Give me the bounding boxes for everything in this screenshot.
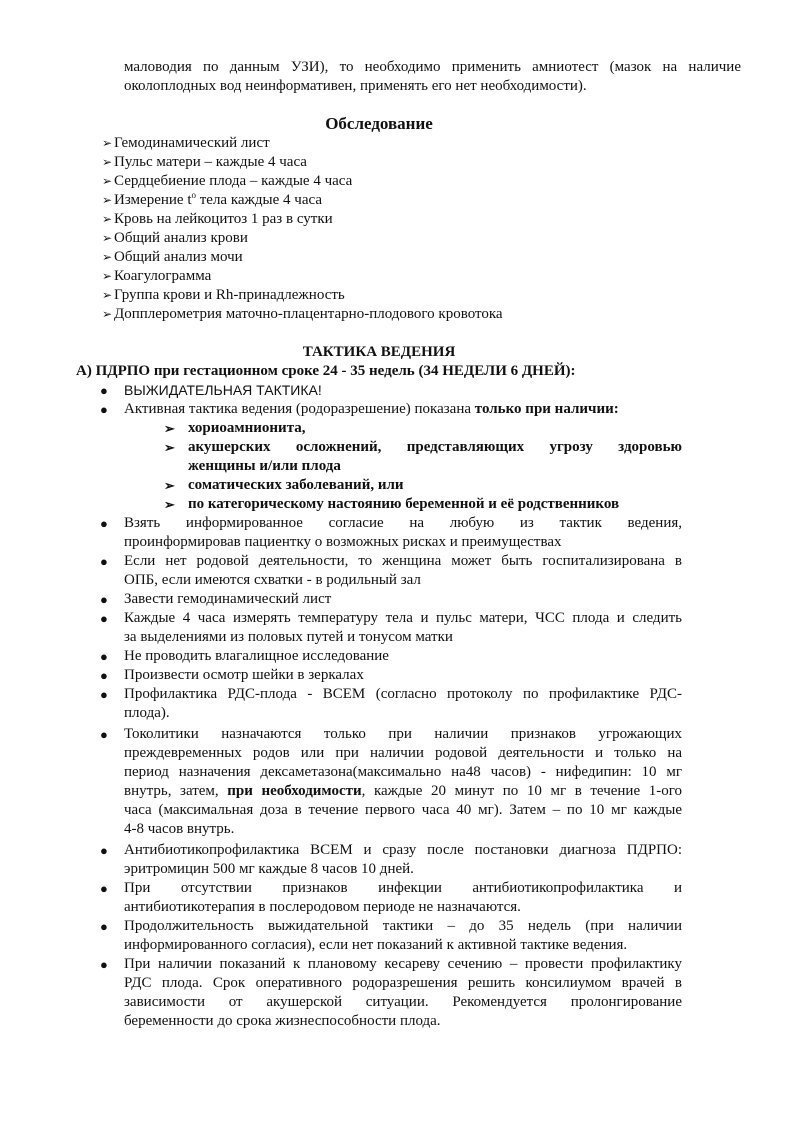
exam-heading: Обследование — [325, 114, 433, 133]
bullet-icon: ● — [100, 843, 108, 858]
list-item-text: соматических заболеваний, или — [188, 477, 404, 493]
bullet-icon: ● — [100, 687, 108, 702]
bullet-icon: ● — [100, 592, 108, 607]
list-item — [102, 305, 503, 324]
list-item — [100, 666, 682, 685]
arrow-icon: ➢ — [164, 478, 175, 493]
list-item-text: Токолитики назначаются только при наличии признаков угрожающих — [124, 726, 682, 742]
list-item-text: зависимости от акушерской ситуации. Рекомендуется пролонгирование — [124, 994, 682, 1010]
list-item — [100, 647, 682, 666]
list-item — [102, 134, 503, 153]
bullet-icon: ● — [100, 649, 108, 664]
list-item-text: Завести гемодинамический лист — [124, 591, 332, 607]
list-item-text: РДС плода. Срок оперативного родоразрешения решить консилиумом врачей в — [124, 975, 682, 991]
arrow-icon: ➢ — [164, 440, 175, 455]
bullet-icon: ● — [100, 957, 108, 972]
list-item-text: Кровь на лейкоцитоз 1 раз в сутки — [114, 211, 333, 227]
list-item — [100, 725, 682, 839]
list-item — [100, 400, 682, 419]
list-item-text: Допплерометрия маточно-плацентарно-плодового кровотока — [114, 306, 503, 322]
list-item-text: акушерских осложнений, представляющих угрозу здоровью — [188, 439, 682, 455]
list-item-text: информированного согласия), если нет показаний к активной тактике ведения. — [124, 937, 628, 953]
list-item-text: беременности до срока жизнеспособности плода. — [124, 1013, 441, 1029]
list-item-text: хориоамнионита, — [188, 420, 306, 436]
list-item — [100, 609, 682, 647]
list-item-text: эритромицин 500 мг каждые 8 часов 10 дней. — [124, 861, 414, 877]
list-item-text: Каждые 4 часа измерять температуру тела и пульс матери, ЧСС плода и следить — [124, 610, 682, 626]
list-item-text: Антибиотикопрофилактика ВСЕМ и сразу после постановки диагноза ПДРПО: — [124, 842, 682, 858]
list-item — [164, 419, 682, 438]
list-item-text: При отсутствии признаков инфекции антибиотикопрофилактика и — [124, 880, 682, 896]
arrow-icon: ➢ — [102, 193, 113, 207]
text-part: внутрь, затем, — [124, 783, 228, 799]
list-item — [100, 514, 682, 552]
list-item — [100, 552, 682, 590]
list-item-text: Профилактика РДС-плода - ВСЕМ (согласно протоколу по профилактике РДС- — [124, 686, 682, 702]
list-item — [100, 841, 682, 879]
bullet-icon: ● — [100, 383, 108, 398]
list-item-text: Гемодинамический лист — [114, 135, 270, 151]
list-item — [102, 267, 503, 286]
list-item-text: ОПБ, если имеются схватки - в родильный зал — [124, 572, 421, 588]
list-item-text: Взять информированное согласие на любую из тактик ведения, — [124, 515, 682, 531]
list-item — [100, 955, 682, 1031]
arrow-icon: ➢ — [102, 155, 113, 169]
list-item-text: Продолжительность выжидательной тактики – до 35 недель (при наличии — [124, 918, 682, 934]
emphasis-text: при необходимости — [227, 783, 362, 799]
list-item — [102, 286, 503, 305]
arrow-icon: ➢ — [164, 421, 175, 436]
list-item-text: плода). — [124, 705, 170, 721]
arrow-icon: ➢ — [102, 136, 113, 150]
list-item-text: 4-8 часов внутрь. — [124, 821, 235, 837]
list-item-text: Активная тактика ведения (родоразрешение) показана — [124, 401, 475, 417]
temp-text: тела каждые 4 часа — [195, 192, 322, 208]
list-item — [164, 438, 682, 476]
list-item-text: часа (максимальная доза в течение первого часа 40 мг). Затем – по 10 мг каждые — [124, 802, 682, 818]
list-item-text: При наличии показаний к плановому кесареву сечению – провести профилактику — [124, 956, 682, 972]
list-item — [100, 879, 682, 917]
arrow-icon: ➢ — [164, 497, 175, 512]
arrow-icon: ➢ — [102, 212, 113, 226]
list-item — [100, 917, 682, 955]
list-item-text: Произвести осмотр шейки в зеркалах — [124, 667, 364, 683]
list-item — [102, 248, 503, 267]
list-item-text: женщины и/или плода — [188, 458, 341, 474]
list-item-text: преждевременных родов или при наличии родовой деятельности и только на — [124, 745, 682, 761]
list-item-text: по категорическому настоянию беременной и её родственников — [188, 496, 620, 512]
list-item — [100, 685, 682, 723]
exam-list — [102, 134, 503, 324]
list-item-text: антибиотикотерапия в послеродовом периоде не назначаются. — [124, 899, 521, 915]
list-item-text: Сердцебиение плода – каждые 4 часа — [114, 173, 353, 189]
bullet-icon: ● — [100, 402, 108, 417]
arrow-icon: ➢ — [102, 288, 113, 302]
list-item-text — [124, 782, 682, 801]
list-item — [100, 590, 682, 609]
list-item-text: проинформировав пациентку о возможных рисках и преимуществах — [124, 534, 562, 550]
bullet-icon: ● — [100, 727, 108, 742]
list-item — [102, 210, 503, 229]
list-item — [100, 381, 682, 400]
section-heading: А) ПДРПО при гестационном сроке 24 - 35 недель (34 НЕДЕЛИ 6 ДНЕЙ): — [76, 363, 576, 379]
list-item-text: за выделениями из половых путей и тонусом матки — [124, 629, 453, 645]
bullet-icon: ● — [100, 611, 108, 626]
emphasis-text: только при наличии: — [474, 401, 619, 417]
degree-sup: o — [191, 190, 196, 200]
bullet-icon: ● — [100, 919, 108, 934]
list-item-text: Коагулограмма — [114, 268, 212, 284]
list-item — [164, 476, 682, 495]
text-part: , каждые 20 минут по 10 мг в течение 1-ого — [361, 783, 682, 799]
list-item — [102, 229, 503, 248]
list-item-text: Пульс матери – каждые 4 часа — [114, 154, 307, 170]
list-item — [102, 172, 503, 191]
intro-line: околоплодных вод неинформативен, применять его нет необходимости). — [124, 78, 587, 94]
tactics-heading: ТАКТИКА ВЕДЕНИЯ — [302, 344, 456, 360]
list-item-text — [114, 191, 322, 210]
bullet-icon: ● — [100, 516, 108, 531]
bullet-icon: ● — [100, 881, 108, 896]
arrow-icon: ➢ — [102, 174, 113, 188]
arrow-icon: ➢ — [102, 250, 113, 264]
bullet-icon: ● — [100, 554, 108, 569]
list-item-text: Группа крови и Rh-принадлежность — [114, 287, 345, 303]
conditions-list — [164, 419, 682, 514]
list-item-text: Не проводить влагалищное исследование — [124, 648, 389, 664]
list-item-text: ВЫЖИДАТЕЛЬНАЯ ТАКТИКА! — [124, 382, 322, 398]
sub-list-container — [100, 419, 682, 514]
bullet-icon: ● — [100, 668, 108, 683]
list-item-text: Общий анализ крови — [114, 230, 248, 246]
list-item — [102, 191, 503, 210]
list-item — [164, 495, 682, 514]
intro-line: маловодия по данным УЗИ), то необходимо применить амниотест (мазок на наличие — [124, 59, 741, 75]
arrow-icon: ➢ — [102, 269, 113, 283]
intro-paragraph — [124, 58, 741, 96]
list-item-text: Общий анализ мочи — [114, 249, 243, 265]
list-item-text: Если нет родовой деятельности, то женщина может быть госпитализирована в — [124, 553, 682, 569]
temp-text: Измерение t — [114, 192, 192, 208]
arrow-icon: ➢ — [102, 307, 113, 321]
arrow-icon: ➢ — [102, 231, 113, 245]
list-item — [102, 153, 503, 172]
tactics-list — [100, 381, 682, 1031]
list-item-text: период назначения дексаметазона(максимально на48 часов) - нифедипин: 10 мг — [124, 764, 682, 780]
